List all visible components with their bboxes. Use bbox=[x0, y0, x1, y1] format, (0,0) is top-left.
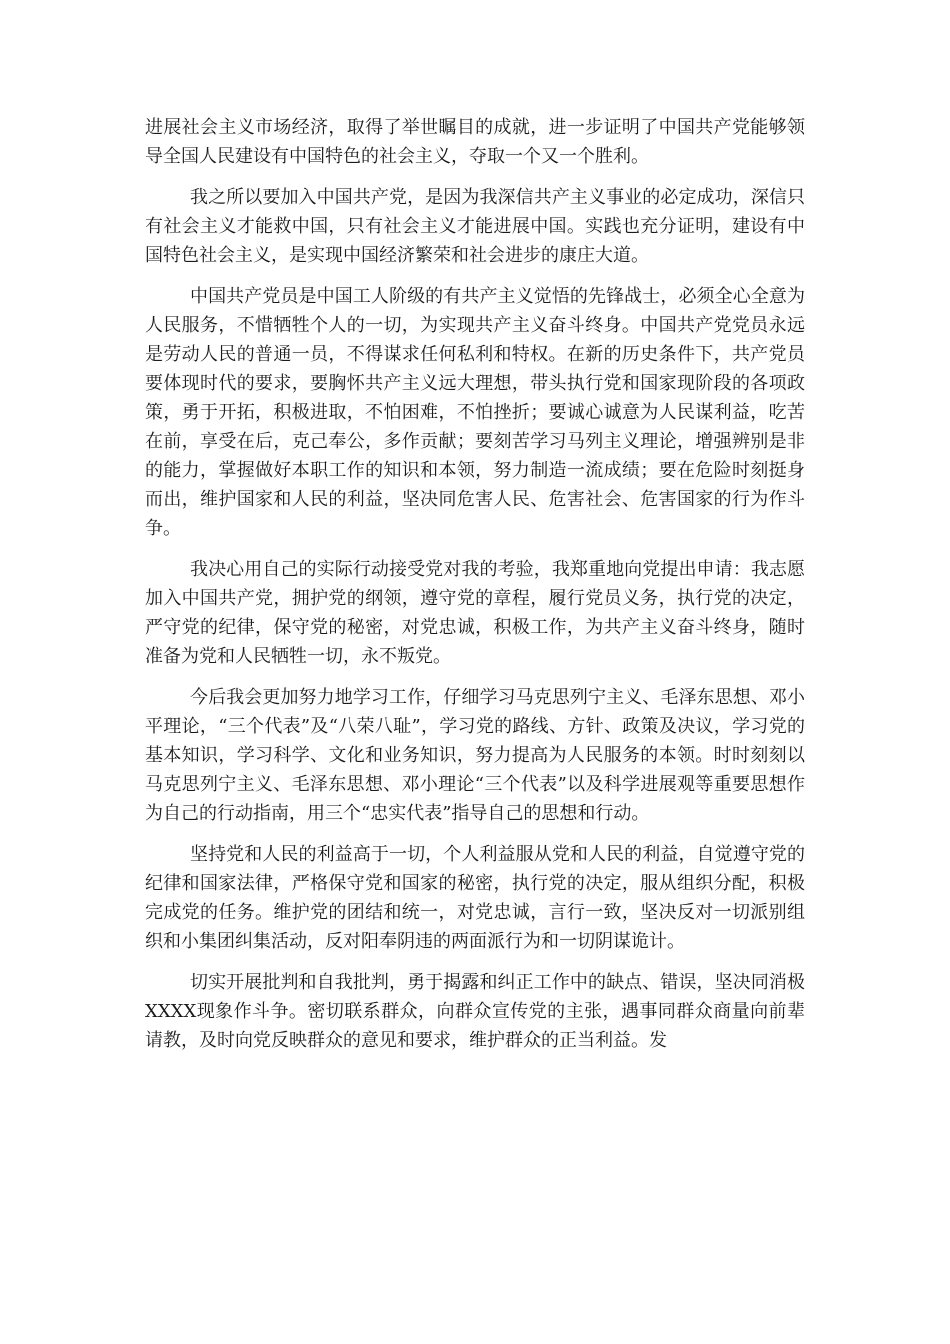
paragraph-3: 中国共产党员是中国工人阶级的有共产主义觉悟的先锋战士，必须全心全意为人民服务，不惜牺牲个人的一切，为实现共产主义奋斗终身。中国共产党党员永远是劳动人民的普通一员，不得谋求任何私利和特权。在新的历史条件下，共产党员要体现时代的要求，要胸怀共产主义远大理想，带头执行党和国家现阶段的各项政策，勇于开拓，积极进取，不怕困难，不怕挫折；要诚心诚意为人民谋利益，吃苦在前，享受在后，克己奉公，多作贡献；要刻苦学习马列主义理论，增强辨别是非的能力，掌握做好本职工作的知识和本领，努力制造一流成绩；要在危险时刻挺身而出，维护国家和人民的利益，坚决同危害人民、危害社会、危害国家的行为作斗争。 bbox=[145, 286, 805, 539]
paragraph-4: 我决心用自己的实际行动接受党对我的考验，我郑重地向党提出申请：我志愿加入中国共产党，拥护党的纲领，遵守党的章程，履行党员义务，执行党的决定，严守党的纪律，保守党的秘密，对党忠诚，积极工作，为共产主义奋斗终身，随时准备为党和人民牺牲一切，永不叛党。 bbox=[145, 559, 805, 667]
paragraph-1: 进展社会主义市场经济，取得了举世瞩目的成就，进一步证明了中国共产党能够领导全国人民建设有中国特色的社会主义，夺取一个又一个胜利。 bbox=[145, 117, 805, 167]
paragraph-6: 坚持党和人民的利益高于一切，个人利益服从党和人民的利益，自觉遵守党的纪律和国家法律，严格保守党和国家的秘密，执行党的决定，服从组织分配，积极完成党的任务。维护党的团结和统一，对党忠诚，言行一致，坚决反对一切派别组织和小集团纠集活动，反对阳奉阴违的两面派行为和一切阴谋诡计。 bbox=[145, 844, 805, 952]
document-body bbox=[145, 113, 805, 1067]
paragraph-2: 我之所以要加入中国共产党，是因为我深信共产主义事业的必定成功，深信只有社会主义才能救中国，只有社会主义才能进展中国。实践也充分证明，建设有中国特色社会主义，是实现中国经济繁荣和社会进步的康庄大道。 bbox=[145, 187, 805, 266]
paragraph-7: 切实开展批判和自我批判，勇于揭露和纠正工作中的缺点、错误，坚决同消极XXXX现象作斗争。密切联系群众，向群众宣传党的主张，遇事同群众商量向前辈请教，及时向党反映群众的意见和要求，维护群众的正当利益。发 bbox=[145, 972, 805, 1051]
paragraph-5: 今后我会更加努力地学习工作，仔细学习马克思列宁主义、毛泽东思想、邓小平理论，“三个代表”及“八荣八耻”，学习党的路线、方针、政策及决议，学习党的基本知识，学习科学、文化和业务知识，努力提高为人民服务的本领。时时刻刻以马克思列宁主义、毛泽东思想、邓小理论“三个代表”以及科学进展观等重要思想作为自己的行动指南，用三个“忠实代表”指导自己的思想和行动。 bbox=[145, 687, 805, 824]
